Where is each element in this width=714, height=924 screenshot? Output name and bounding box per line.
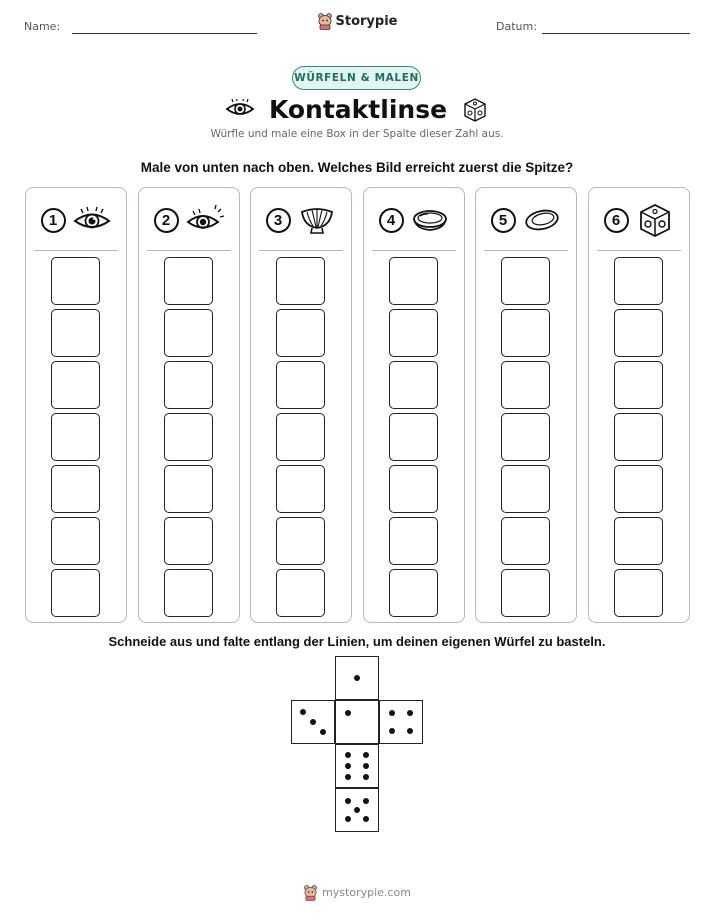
pip [345, 774, 351, 780]
column-divider [372, 250, 456, 251]
color-box[interactable] [389, 569, 438, 617]
footer [0, 884, 714, 901]
column-divider [259, 250, 343, 251]
column-number: 1 [41, 208, 66, 233]
pip [363, 798, 369, 804]
color-box[interactable] [501, 517, 550, 565]
logo-text: Storypie [335, 13, 398, 29]
date-label: Datum: [496, 20, 537, 33]
color-box[interactable] [389, 309, 438, 357]
color-box[interactable] [164, 257, 213, 305]
column-number: 5 [491, 208, 516, 233]
column-header [476, 202, 576, 238]
color-box[interactable] [501, 257, 550, 305]
pip [389, 710, 395, 716]
dice-icon [635, 202, 675, 238]
pip [320, 729, 326, 735]
dice-face-5 [335, 788, 379, 832]
color-box[interactable] [276, 257, 325, 305]
column-6 [588, 187, 690, 623]
column-header [589, 202, 689, 238]
color-box[interactable] [389, 465, 438, 513]
color-box[interactable] [276, 465, 325, 513]
pip [345, 763, 351, 769]
column-4 [363, 187, 465, 623]
color-box[interactable] [501, 569, 550, 617]
dice-face-1 [335, 700, 379, 744]
color-box[interactable] [501, 361, 550, 409]
pip [345, 798, 351, 804]
pip [363, 752, 369, 758]
color-box[interactable] [389, 517, 438, 565]
color-box[interactable] [389, 413, 438, 461]
column-number: 2 [154, 208, 179, 233]
pip [363, 816, 369, 822]
color-box[interactable] [276, 517, 325, 565]
column-header [26, 202, 126, 238]
dice-face-6 [335, 744, 379, 788]
pip [407, 728, 413, 734]
color-box[interactable] [164, 465, 213, 513]
pip [407, 710, 413, 716]
color-box[interactable] [164, 361, 213, 409]
subtitle: Würfle und male eine Box in der Spalte dieser Zahl aus. [210, 128, 504, 140]
storypie-logo [0, 12, 714, 30]
pip [345, 752, 351, 758]
pip [300, 709, 306, 715]
color-box[interactable] [501, 465, 550, 513]
pip [345, 816, 351, 822]
pip [389, 728, 395, 734]
dice-face-4 [379, 700, 423, 744]
instruction: Male von unten nach oben. Welches Bild erreicht zuerst die Spitze? [140, 160, 574, 175]
color-box[interactable] [276, 309, 325, 357]
color-box[interactable] [164, 309, 213, 357]
title-row [0, 92, 714, 126]
color-box[interactable] [51, 569, 100, 617]
column-divider [484, 250, 568, 251]
color-box[interactable] [501, 413, 550, 461]
column-header [251, 202, 351, 238]
color-box[interactable] [389, 257, 438, 305]
color-box[interactable] [614, 517, 663, 565]
storypie-mascot-icon [317, 12, 333, 30]
color-box[interactable] [164, 413, 213, 461]
column-2 [138, 187, 240, 623]
dice-icon [461, 95, 489, 123]
color-box[interactable] [51, 517, 100, 565]
name-line[interactable] [72, 33, 257, 34]
column-number: 6 [604, 208, 629, 233]
pip [345, 710, 351, 716]
column-divider [597, 250, 681, 251]
color-box[interactable] [614, 309, 663, 357]
lens-dish-icon [410, 202, 450, 238]
column-1 [25, 187, 127, 623]
pip [363, 774, 369, 780]
color-box[interactable] [501, 309, 550, 357]
pip [363, 763, 369, 769]
pip [354, 675, 360, 681]
pip [354, 807, 360, 813]
contact-lens-icon [522, 202, 562, 238]
color-box[interactable] [51, 309, 100, 357]
color-box[interactable] [276, 361, 325, 409]
color-box[interactable] [614, 413, 663, 461]
column-header [139, 202, 239, 238]
column-header [364, 202, 464, 238]
dice-face-1 [335, 656, 379, 700]
color-box[interactable] [614, 257, 663, 305]
eye-icon [72, 202, 112, 238]
column-3 [250, 187, 352, 623]
dice-face-3 [291, 700, 335, 744]
color-box[interactable] [51, 361, 100, 409]
eye-icon [225, 99, 255, 119]
color-box[interactable] [51, 413, 100, 461]
activity-badge: WÜRFELN & MALEN [292, 66, 421, 90]
color-box[interactable] [51, 257, 100, 305]
color-box[interactable] [276, 413, 325, 461]
page-title: Kontaktlinse [268, 94, 448, 124]
footer-url: mystorypie.com [322, 886, 411, 899]
date-line[interactable] [542, 33, 690, 34]
column-divider [147, 250, 231, 251]
eye-sparkle-icon [185, 202, 225, 238]
color-box[interactable] [614, 361, 663, 409]
color-box[interactable] [389, 361, 438, 409]
cut-instruction: Schneide aus und falte entlang der Linien, um deinen eigenen Würfel zu basteln. [108, 634, 606, 649]
column-number: 4 [379, 208, 404, 233]
storypie-mascot-icon [303, 884, 318, 901]
shell-bowl-icon [297, 202, 337, 238]
color-box[interactable] [276, 569, 325, 617]
column-number: 3 [266, 208, 291, 233]
color-box[interactable] [51, 465, 100, 513]
color-box[interactable] [164, 569, 213, 617]
color-box[interactable] [164, 517, 213, 565]
column-5 [475, 187, 577, 623]
name-label: Name: [24, 20, 61, 33]
pip [310, 719, 316, 725]
color-box[interactable] [614, 465, 663, 513]
color-box[interactable] [614, 569, 663, 617]
column-divider [34, 250, 118, 251]
